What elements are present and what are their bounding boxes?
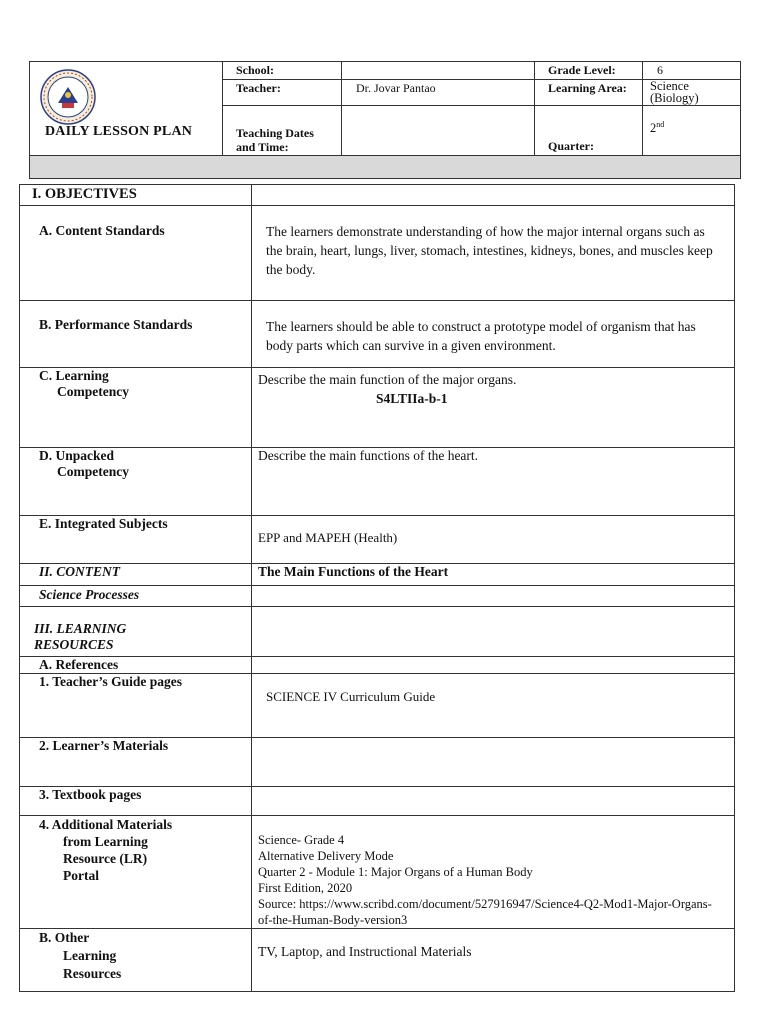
performance-standards-text: The learners should be able to construct a prototype model of organism that has body parts which can survive in a given environment. [252,301,735,368]
unpacked-competency-label: D. Unpacked Competency [20,448,252,516]
content-heading: II. CONTENT [20,564,252,586]
grade-value: 6 [643,62,741,80]
textbook-pages-label: 3. Textbook pages [20,787,252,816]
learners-materials-label: 2. Learner’s Materials [20,738,252,787]
teacher-value: Dr. Jovar Pantao [342,80,535,106]
learning-resources-heading: III. LEARNING RESOURCES [20,607,252,657]
teachers-guide-text: SCIENCE IV Curriculum Guide [252,674,735,738]
teaching-dates-label: Teaching Dates and Time: [223,106,342,156]
performance-standards-label: B. Performance Standards [20,301,252,368]
school-label: School: [223,62,342,80]
grade-label: Grade Level: [535,62,643,80]
lesson-plan-table [19,184,735,992]
learning-competency-text: Describe the main function of the major organs. S4LTIIa-b-1 [252,368,735,448]
logo-title-cell [30,62,223,156]
school-value [342,62,535,80]
objectives-value [252,185,735,206]
teacher-label: Teacher: [223,80,342,106]
integrated-subjects-text: EPP and MAPEH (Health) [252,516,735,564]
content-standards-label: A. Content Standards [20,206,252,301]
unpacked-competency-text: Describe the main functions of the heart. [252,448,735,516]
quarter-label: Quarter: [535,106,643,156]
page-title: DAILY LESSON PLAN [45,124,193,139]
learning-area-value: Science (Biology) [643,80,741,106]
quarter-value: 2nd [643,106,741,156]
objectives-heading: I. OBJECTIVES [20,185,252,206]
deped-seal-icon [40,69,96,125]
other-resources-text: TV, Laptop, and Instructional Materials [252,929,735,992]
textbook-pages-value [252,787,735,816]
content-standards-text: The learners demonstrate understanding of how the major internal organs such as the brain, heart, lungs, liver, stomach, intestines, kidneys, bones, and muscles keep the body. [252,206,735,301]
science-processes-value [252,586,735,607]
other-resources-label: B. Other Learning Resources [20,929,252,992]
header-shaded-bar [30,156,741,179]
competency-code: S4LTIIa-b-1 [376,391,448,406]
teachers-guide-label: 1. Teacher’s Guide pages [20,674,252,738]
learning-resources-value [252,607,735,657]
teaching-dates-value [342,106,535,156]
references-label: A. References [20,657,252,674]
additional-materials-label: 4. Additional Materials from Learning Resource (LR) Portal [20,816,252,929]
integrated-subjects-label: E. Integrated Subjects [20,516,252,564]
learning-competency-label: C. Learning Competency [20,368,252,448]
learners-materials-value [252,738,735,787]
header-table [29,61,741,179]
references-value [252,657,735,674]
additional-materials-text: Science- Grade 4 Alternative Delivery Mode Quarter 2 - Module 1: Major Organs of a Human Body First Edition, 2020 Source: https://www.scribd.com/document/527916947/Science4-Q2-Mod1-Major-Organs-of-the-Human-Body-version3 [252,816,735,929]
learning-area-label: Learning Area: [535,80,643,106]
content-text: The Main Functions of the Heart [252,564,735,586]
science-processes-label: Science Processes [20,586,252,607]
